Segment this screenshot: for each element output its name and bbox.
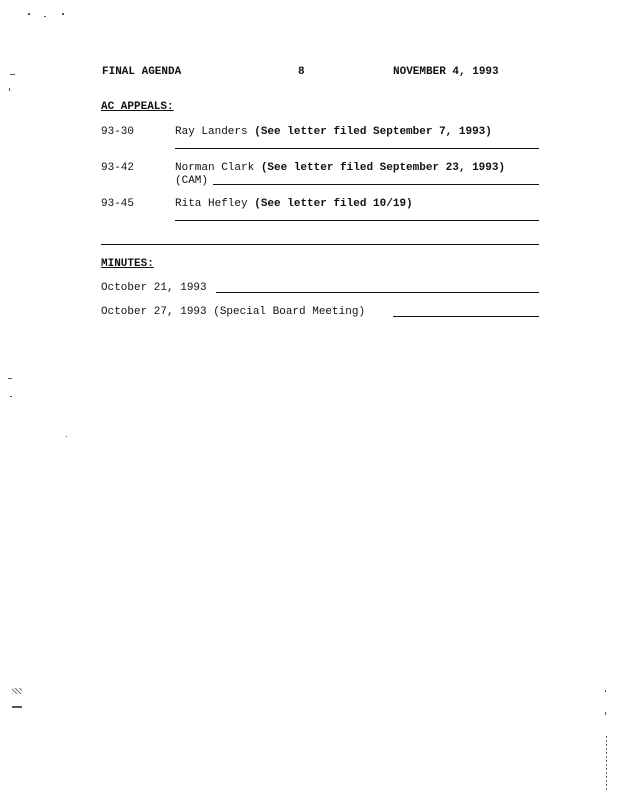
scan-speck [66,436,67,437]
scan-speck [12,706,22,708]
appeal-number: 93-30 [101,126,135,138]
appellant-name: Norman Clark [175,162,255,174]
appeal-note: (See letter filed September 7, 1993) [254,126,492,138]
signature-line [213,184,539,185]
appeal-number: 93-45 [101,198,135,210]
appeal-extra: (CAM) [175,175,209,187]
scan-speck [28,13,30,15]
appeal-number: 93-42 [101,162,135,174]
scan-speck [9,88,10,91]
scan-speck [44,16,46,17]
minutes-item: October 27, 1993 (Special Board Meeting) [101,306,366,318]
appeal-entry [175,198,413,211]
agenda-title: FINAL AGENDA [102,66,182,78]
ac-appeals-heading: AC APPEALS: [101,101,174,113]
scan-speck [8,378,12,379]
signature-line [216,292,539,293]
page-number: 8 [298,66,305,78]
appeal-entry [175,126,492,139]
signature-line [393,316,539,317]
scan-speck [10,74,15,75]
signature-line [175,148,539,149]
appellant-name: Ray Landers [175,126,248,138]
signature-line [175,220,539,221]
scan-speck [10,396,12,397]
appeal-note: (See letter filed September 23, 1993) [260,162,506,174]
scan-speck [12,688,22,694]
appeal-entry [175,162,505,175]
section-divider [101,244,539,245]
appellant-name: Rita Hefley [175,198,248,210]
minutes-heading: MINUTES: [101,258,154,270]
scan-speck [62,13,64,15]
scan-speck [605,712,606,715]
scan-edge-mark [606,736,607,792]
agenda-date: NOVEMBER 4, 1993 [393,66,499,78]
scan-speck [605,690,606,692]
minutes-item: October 21, 1993 [101,282,207,294]
appeal-note: (See letter filed 10/19) [254,198,413,210]
